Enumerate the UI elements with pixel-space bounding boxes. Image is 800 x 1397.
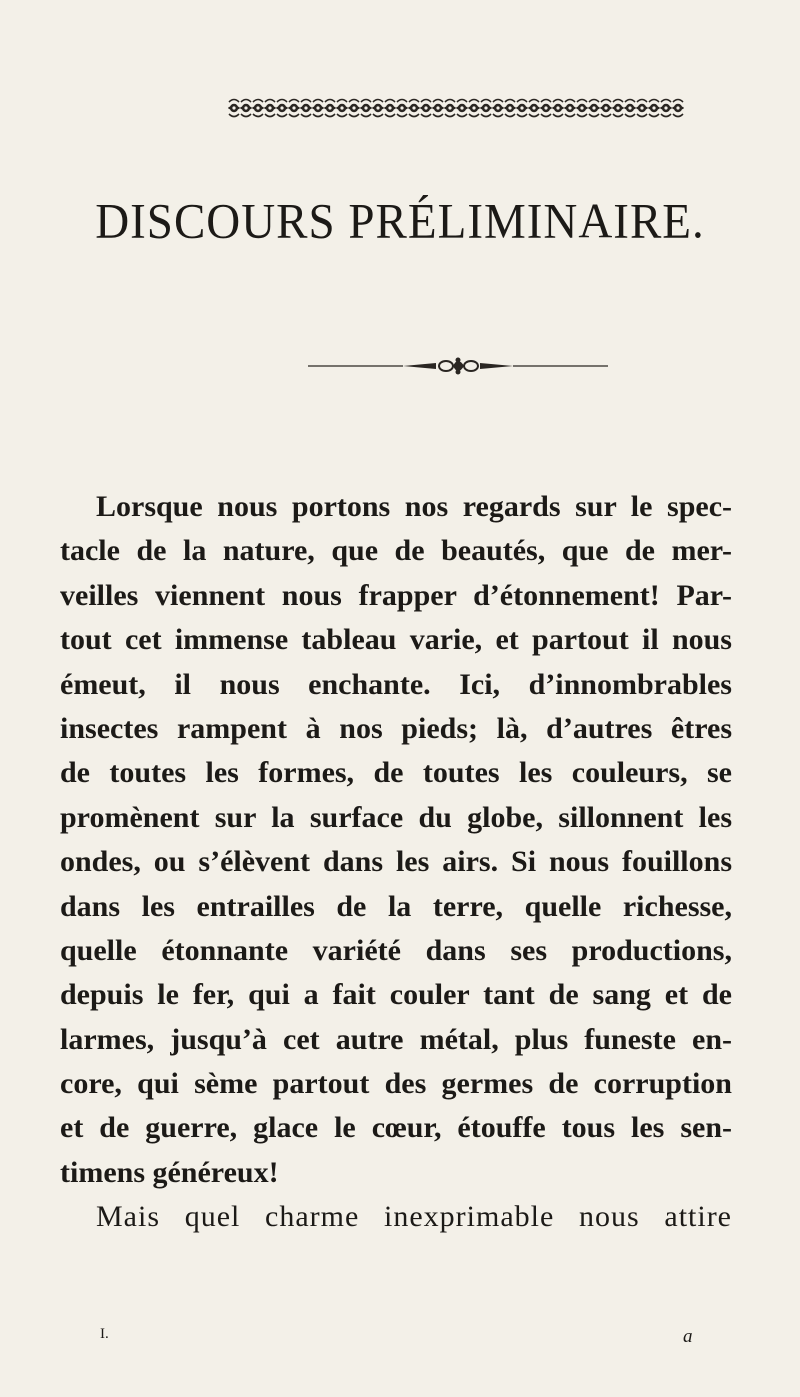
- text-line: ondes, ou s’élèvent dans les airs. Si nous fouillons: [60, 845, 732, 879]
- body-paragraph: [60, 485, 732, 1240]
- text-line: Mais quel charme inexprimable nous attire: [96, 1200, 732, 1234]
- page-footer: [0, 1326, 800, 1350]
- text-line: quelle étonnante variété dans ses productions,: [60, 933, 732, 967]
- text-line: dans les entrailles de la terre, quelle richesse,: [60, 889, 732, 923]
- text-line: veilles viennent nous frapper d’étonnement! Par-: [60, 578, 732, 612]
- signature-mark: a: [683, 1326, 693, 1347]
- volume-number: I.: [100, 1326, 109, 1342]
- text-line: et de guerre, glace le cœur, étouffe tous les sen-: [60, 1111, 732, 1145]
- text-line: insectes rampent à nos pieds; là, d’autres êtres: [60, 711, 732, 745]
- decorative-header-band: [228, 97, 686, 119]
- ornamental-rule-icon: [308, 354, 608, 378]
- text-line: Lorsque nous portons nos regards sur le spec-: [96, 490, 732, 523]
- text-line: tout cet immense tableau varie, et partout il nous: [60, 623, 732, 657]
- text-line: timens généreux!: [60, 1155, 279, 1189]
- text-line: promènent sur la surface du globe, sillonnent les: [60, 800, 732, 834]
- text-line: de toutes les formes, de toutes les couleurs, se: [60, 756, 732, 790]
- text-line: core, qui sème partout des germes de corruption: [60, 1067, 732, 1101]
- fleuron-band-icon: [228, 97, 686, 119]
- text-line: tacle de la nature, que de beautés, que de mer-: [60, 534, 732, 568]
- text-line: émeut, il nous enchante. Ici, d’innombrables: [60, 667, 732, 701]
- chapter-title: DISCOURS PRÉLIMINAIRE.: [95, 194, 705, 250]
- text-line: depuis le fer, qui a fait couler tant de sang et de: [60, 978, 732, 1012]
- text-line: larmes, jusqu’à cet autre métal, plus funeste en-: [60, 1022, 732, 1056]
